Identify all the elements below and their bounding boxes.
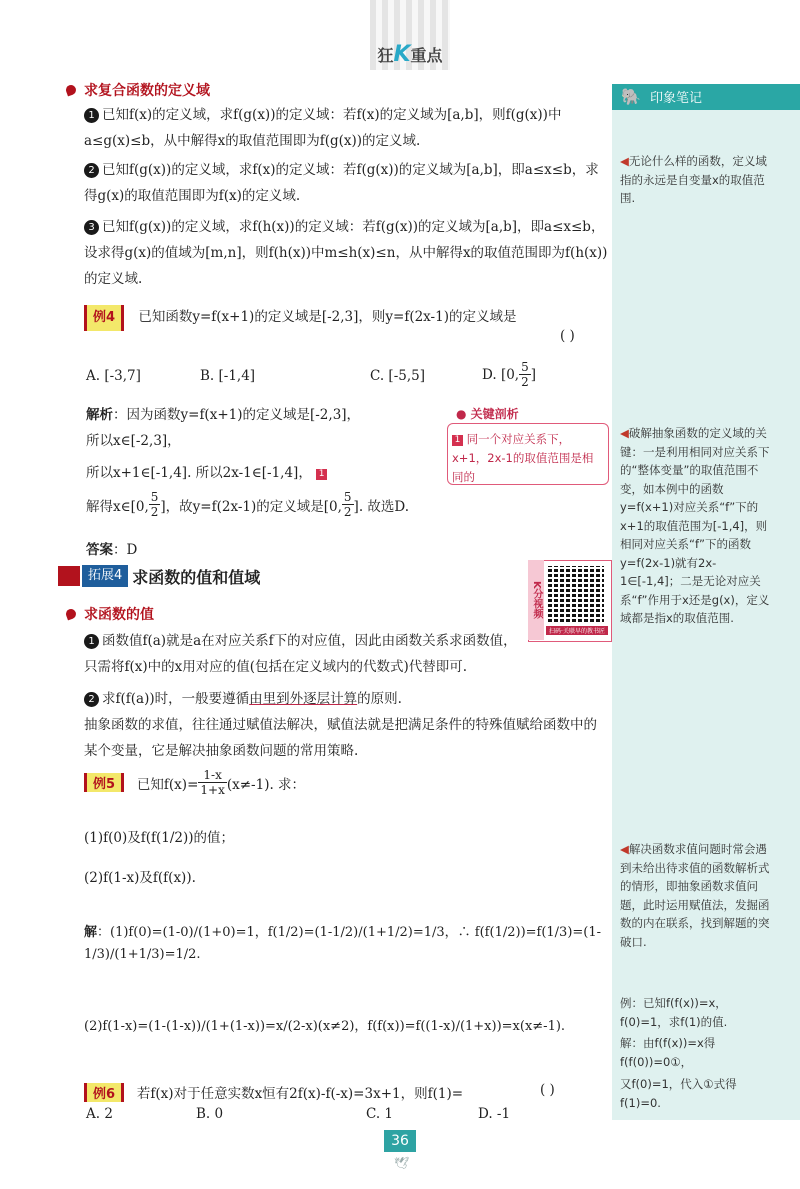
elephant-icon: 🐘 xyxy=(621,87,641,106)
sidebar-header: 🐘 印象笔记 xyxy=(612,84,800,110)
rule-2: 2 已知f(g(x))的定义域，求f(x)的定义域：若f(g(x))的定义域为[a,b]，即a≤x≤b，求得g(x)的取值范围即为f(x)的定义域. xyxy=(84,162,599,204)
sidebar-note-6: 又f(0)=1，代入①式得f(1)=0. xyxy=(620,1077,737,1110)
example-6-option-c: C. 1 xyxy=(366,1106,394,1122)
key-analysis-title: ● 关键剖析 xyxy=(452,405,523,422)
answer-blank: ( ) xyxy=(560,328,575,344)
section-title: 求复合函数的定义域 xyxy=(66,80,210,100)
bird-icon: 🕊 xyxy=(394,1156,410,1170)
example-6-question: 例6 若f(x)对于任意实数x恒有2f(x)-f(-x)=3x+1，则f(1)= xyxy=(84,1082,463,1102)
qr-side-label: K分视频 xyxy=(528,560,544,640)
example-4-answer: 答案：D xyxy=(86,542,138,558)
value-rule-1: 1 函数值f(a)就是a在对应关系f下的对应值，因此由函数关系求函数值，只需将f(x)中的x用对应的值(包括在定义域内的代数式)代替即可. xyxy=(84,633,517,675)
qr-caption: 扫码·关联早的教书匠 xyxy=(546,626,608,635)
qr-code-icon[interactable] xyxy=(548,566,604,622)
value-paragraph: 抽象函数的求值，往往通过赋值法解决，赋值法就是把满足条件的特殊值赋给函数中的某个变量，它是解决抽象函数问题的常用策略. xyxy=(84,717,597,759)
extension-header: 拓展4 求函数的值和值域 xyxy=(58,565,260,587)
example-6-option-b: B. 0 xyxy=(196,1106,224,1122)
example-6-option-a: A. 2 xyxy=(86,1106,113,1122)
option-d: D. [0, $\frac{5}{2}$ ] xyxy=(482,360,537,389)
rule-3: 3 已知f(g(x))的定义域，求f(h(x))的定义域：若f(g(x))的定义域为[a,b]，即a≤x≤b，设求得g(x)的值域为[m,n]，则f(h(x))中m≤h(x)≤n，从中解得x的取值范围即为f(h(x))的定义域. xyxy=(84,219,608,287)
running-header: 狂K重点 xyxy=(377,42,443,67)
example-4-solution: 解析：因为函数y=f(x+1)的定义域是[-2,3]， 所以x∈[-2,3]， 所以x+1∈[-1,4]. 所以2x-1∈[-1,4]， 1 xyxy=(86,407,361,481)
example-4-question: 例4 已知函数y=f(x+1)的定义域是[-2,3]，则y=f(2x-1)的定义域是 xyxy=(58,304,610,331)
sidebar-note-5: 解：由f(f(x))=x得f(f(0))=0①， xyxy=(620,1036,716,1069)
sidebar-note-4: 例：已知f(f(x))=x，f(0)=1，求f(1)的值. xyxy=(620,996,728,1029)
key-analysis-box: 1 同一个对应关系下，x+1，2x-1的取值范围是相同的 xyxy=(447,423,609,485)
bullet-icon xyxy=(65,608,78,621)
bullet-icon xyxy=(65,84,78,97)
example-6-option-d: D. -1 xyxy=(478,1106,511,1122)
example-5-q1: (1)f(0)及f(f(1/2))的值； xyxy=(84,830,235,846)
sidebar-note-1: ◀无论什么样的函数，定义域指的永远是自变量x的取值范围. xyxy=(620,154,767,205)
example-5-solution-2: (2)f(1-x)=(1-(1-x))/(1+(1-x))=x/(2-x)(x≠2)，f(f(x))=f((1-x)/(1+x))=x(x≠-1). xyxy=(84,1019,566,1034)
option-a: A. [-3,7] xyxy=(86,368,141,384)
sidebar-note-2: ◀破解抽象函数的定义域的关键：一是利用相同对应关系下的“整体变量”的取值范围不变，如本例中的函数y=f(x+1)对应关系“f”下的x+1的取值范围为[-1,4]，则相同对应关系“f”下的函数y=f(2x-1)就有2x-1∈[-1,4]；二是无论对应关系“f”作用于x还是g(x)，定义域都是指x的取值范围. xyxy=(620,426,770,625)
example-tag: 例4 xyxy=(84,305,124,331)
example-6-blank: ( ) xyxy=(540,1082,555,1098)
sidebar-note-3: ◀解决函数求值问题时常会遇到未给出待求值的函数解析式的情形，即抽象函数求值问题，此时运用赋值法，发掘函数的内在联系，找到解题的突破口. xyxy=(620,842,770,949)
book-icon xyxy=(58,566,80,586)
subsection-title: 求函数的值 xyxy=(66,604,154,624)
example-5-question: 例5 已知f(x)= $\frac{1-x}{1+x}$ (x≠-1). 求： xyxy=(84,768,305,797)
page-number: 36 xyxy=(384,1130,416,1152)
option-c: C. [-5,5] xyxy=(370,368,425,384)
value-rule-2: 2 求f(f(a))时，一般要遵循由里到外逐层计算的原则. xyxy=(58,686,610,712)
option-b: B. [-1,4] xyxy=(200,368,256,384)
example-4-solution-last: 解得x∈[0, $\frac{5}{2}$ ]，故y=f(2x-1)的定义域是[0, $\frac{5}{2}$ ]. 故选D. xyxy=(86,490,410,519)
example-5-q2: (2)f(1-x)及f(f(x)). xyxy=(84,870,196,886)
rule-1: 1 已知f(x)的定义域，求f(g(x))的定义域：若f(x)的定义域为[a,b]，则f(g(x))中a≤g(x)≤b，从中解得x的取值范围即为f(g(x))的定义域. xyxy=(84,107,562,149)
example-5-solution-1: 解：(1)f(0)=(1-0)/(1+0)=1，f(1/2)=(1-1/2)/(1+1/2)=1/3，∴ f(f(1/2))=f(1/3)=(1-1/3)/(1+1/3)=1/2. xyxy=(84,925,602,962)
key-marker: 1 xyxy=(316,469,327,480)
